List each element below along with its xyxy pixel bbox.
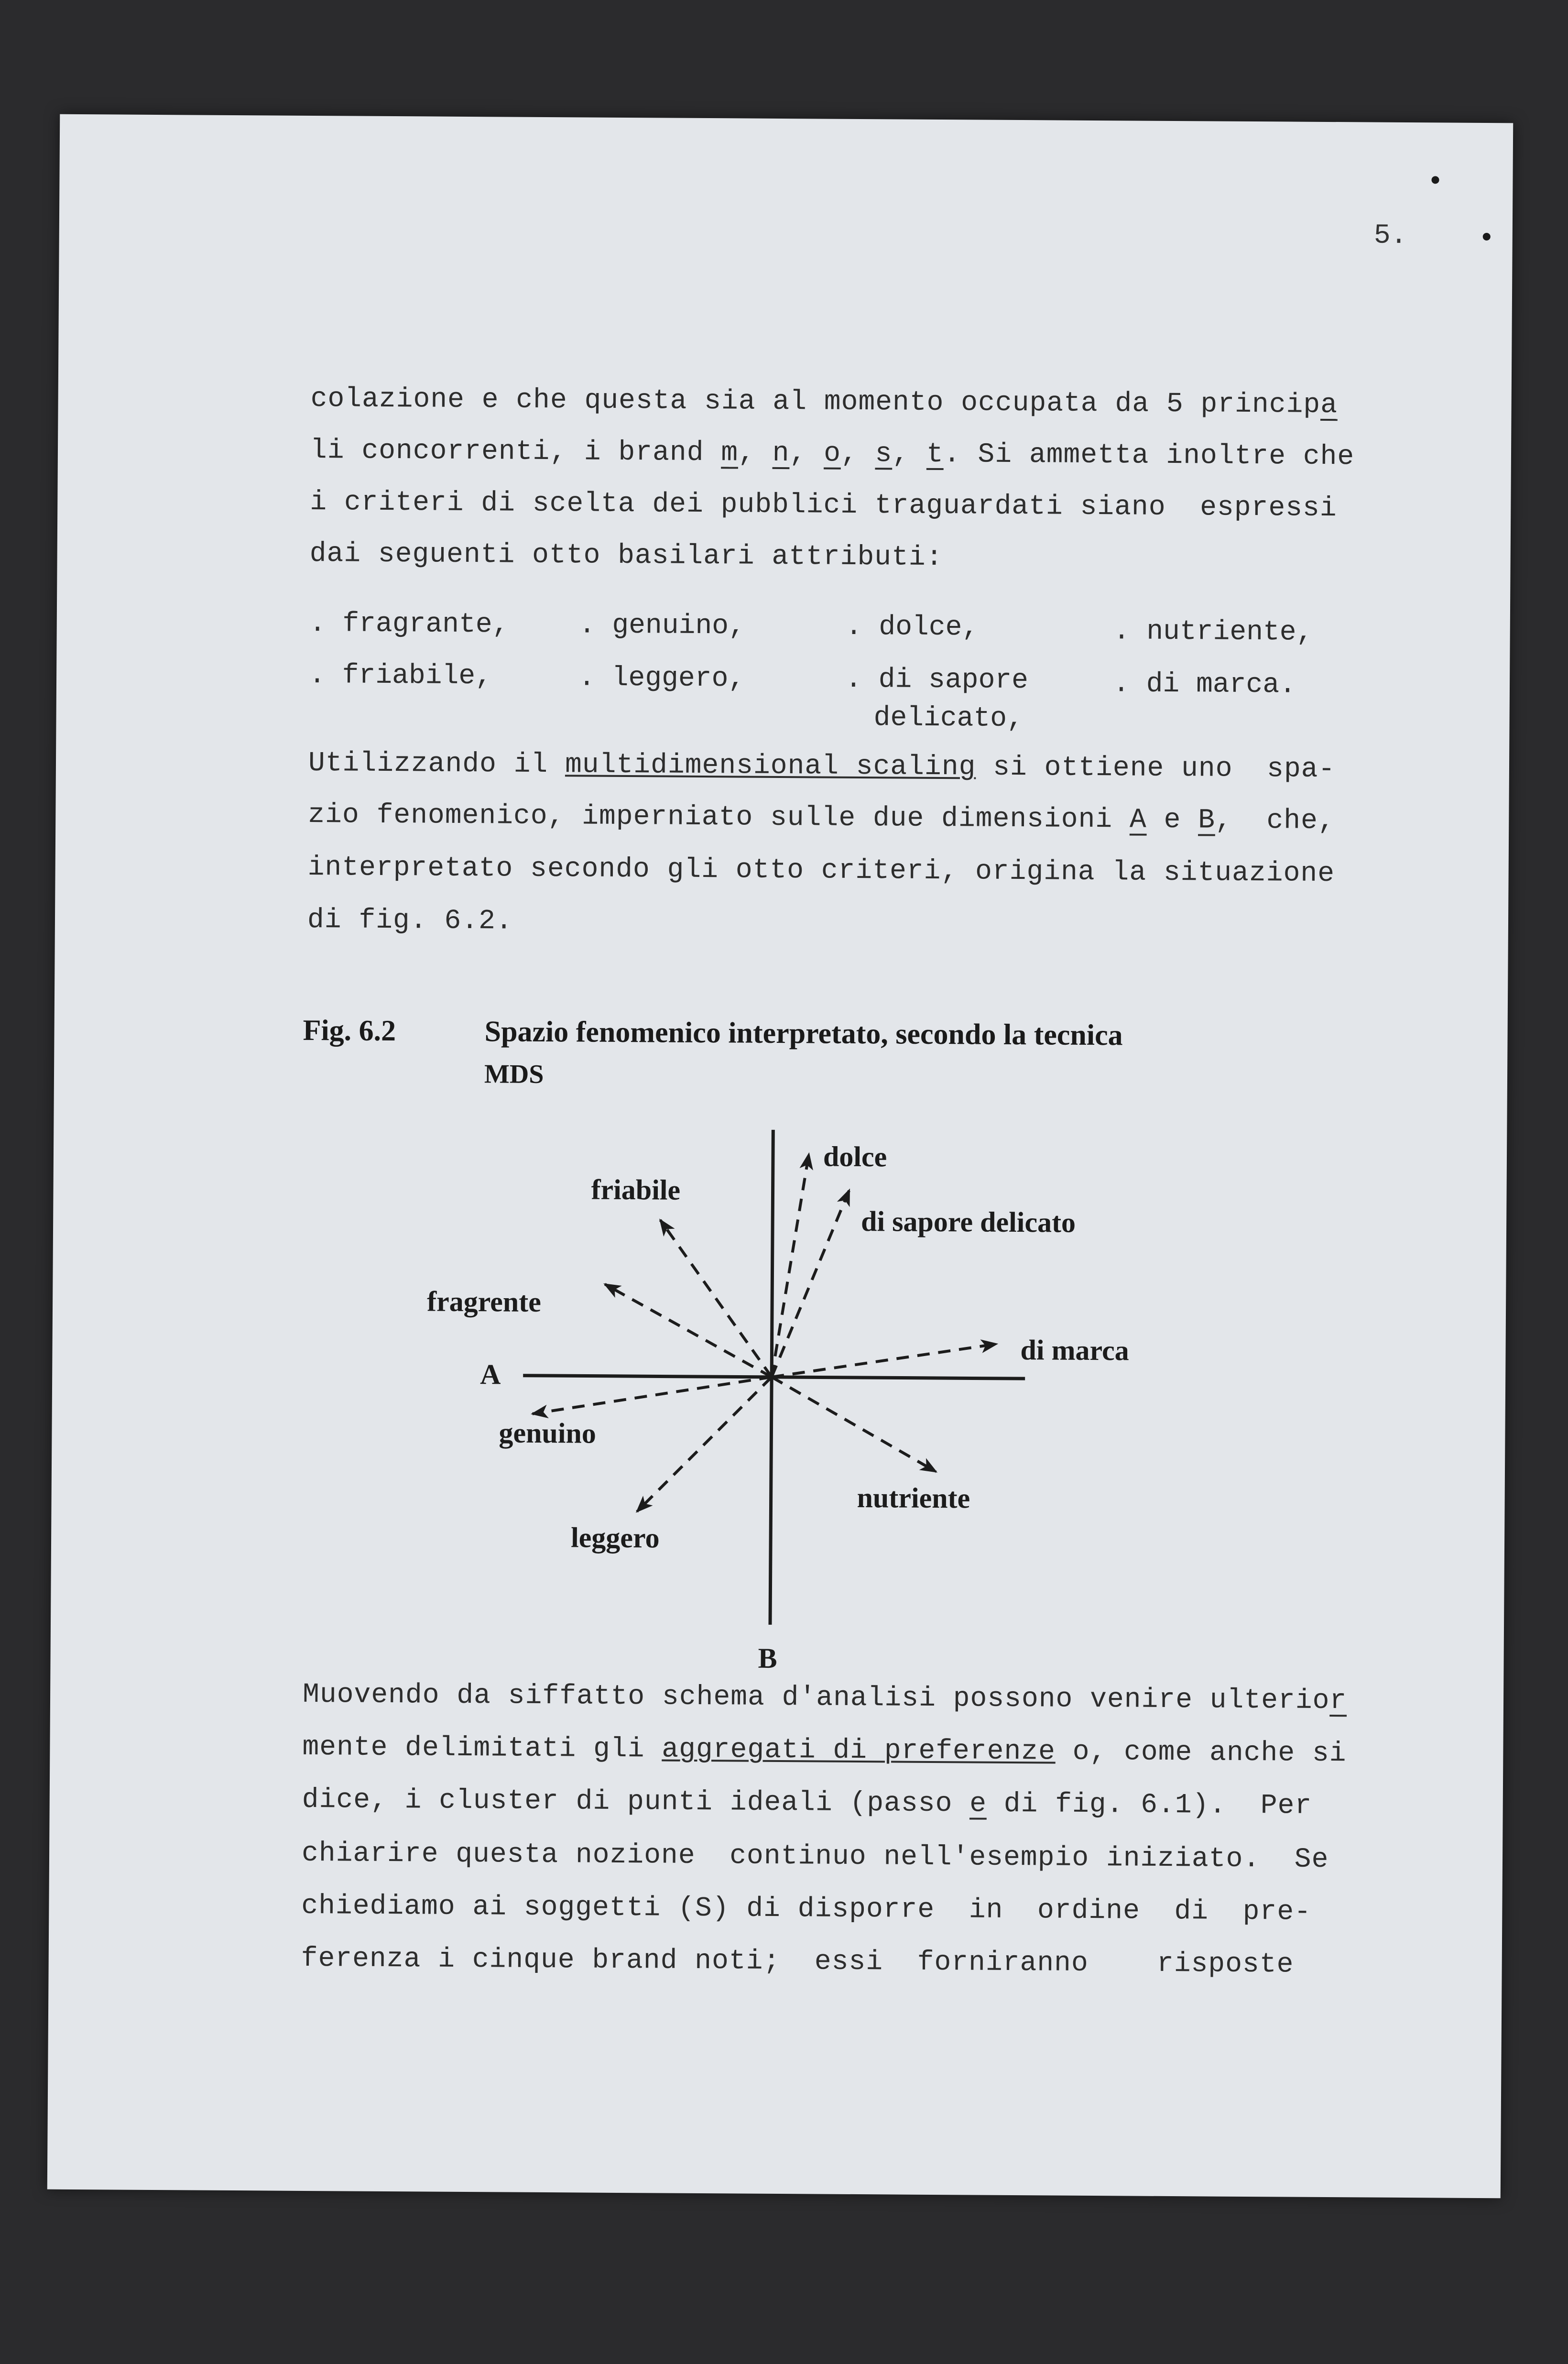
vector-leggero [637,1376,772,1512]
attribute-item: . di sapore [845,664,1029,697]
figure-number: Fig. 6.2 [303,1014,396,1048]
label-dolce: dolce [823,1140,887,1173]
label-leggero: leggero [570,1521,660,1554]
brand-o: o [823,438,841,470]
paragraph-3-line-4: chiarire questa nozione continuo nell'esempio iniziato. Se [301,1838,1329,1876]
label-di-marca: di marca [1020,1334,1129,1367]
attribute-item: . leggero, [578,662,745,695]
page-number: 5. [1373,220,1407,252]
paragraph-3-line-2: mente delimitati gli aggregati di preferenze o, come anche si [302,1731,1347,1770]
mds-diagram [47,114,1513,2198]
paragraph-2-line-3: interpretato secondo gli otto criteri, origina la situazione [307,852,1335,890]
brand-s: s [875,438,893,470]
paragraph-2-line-1: Utilizzando il multidimensional scaling si ottiene uno spa- [308,747,1336,786]
label-fragrente: fragrente [426,1285,542,1318]
paragraph-1-line-4: dai seguenti otto basilari attributi: [309,538,943,574]
attribute-item: . genuino, [578,610,746,642]
paragraph-3-line-5: chiediamo ai soggetti (S) di disporre in ordine di pre- [301,1890,1312,1928]
attribute-item: . friabile, [308,659,492,692]
vector-friabile [659,1220,773,1377]
label-genuino: genuino [499,1417,597,1449]
brand-t: t [926,438,944,471]
brand-n: n [772,438,790,470]
vector-di-sapore-delicato [772,1190,849,1378]
vector-fragrente [604,1284,772,1377]
paragraph-2-line-2: zio fenomenico, imperniato sulle due dimensioni A e B, che, [308,799,1335,837]
axis-label-b: B [758,1642,777,1674]
vector-nutriente [771,1377,936,1472]
paragraph-1-line-2: li concorrenti, i brand m, n, o, s, t. Si ammetta inoltre che [310,435,1355,473]
label-nutriente: nutriente [857,1481,970,1514]
figure-caption: Spazio fenomenico interpretato, secondo la tecnica [484,1015,1123,1052]
label-di-sapore-delicato: di sapore delicato [860,1205,1076,1238]
attribute-item: . nutriente, [1113,616,1313,648]
term-aggregati-di-preferenze: aggregati di preferenze [662,1734,1056,1768]
attribute-item: . fragrante, [309,608,509,641]
document-page [47,114,1513,2198]
paragraph-3-line-3: dice, i cluster di punti ideali (passo e di fig. 6.1). Per [302,1784,1312,1822]
paragraph-1-line-1: colazione e che questa sia al momento occupata da 5 principa [310,383,1338,421]
attribute-item: . di marca. [1112,668,1296,701]
vector-genuino [533,1376,772,1415]
paragraph-3-line-6: ferenza i cinque brand noti; essi forniranno risposte [301,1943,1294,1981]
figure-caption-line-2: MDS [484,1059,544,1089]
vector-dolce [772,1154,809,1377]
paragraph-2-line-4: di fig. 6.2. [307,904,513,937]
label-friabile: friabile [591,1173,681,1206]
axis-label-a: A [480,1358,501,1390]
attribute-item: . dolce, [845,611,979,644]
term-multidimensional-scaling: multidimensional scaling [565,749,976,783]
attribute-item: delicato, [873,702,1024,735]
paragraph-3-line-1: Muovendo da siffatto schema d'analisi possono venire ulterior [302,1679,1347,1717]
paragraph-1-line-3: i criteri di scelta dei pubblici traguardati siano espressi [310,486,1337,525]
vector-di-marca [772,1343,996,1379]
brand-m: m [721,438,739,469]
